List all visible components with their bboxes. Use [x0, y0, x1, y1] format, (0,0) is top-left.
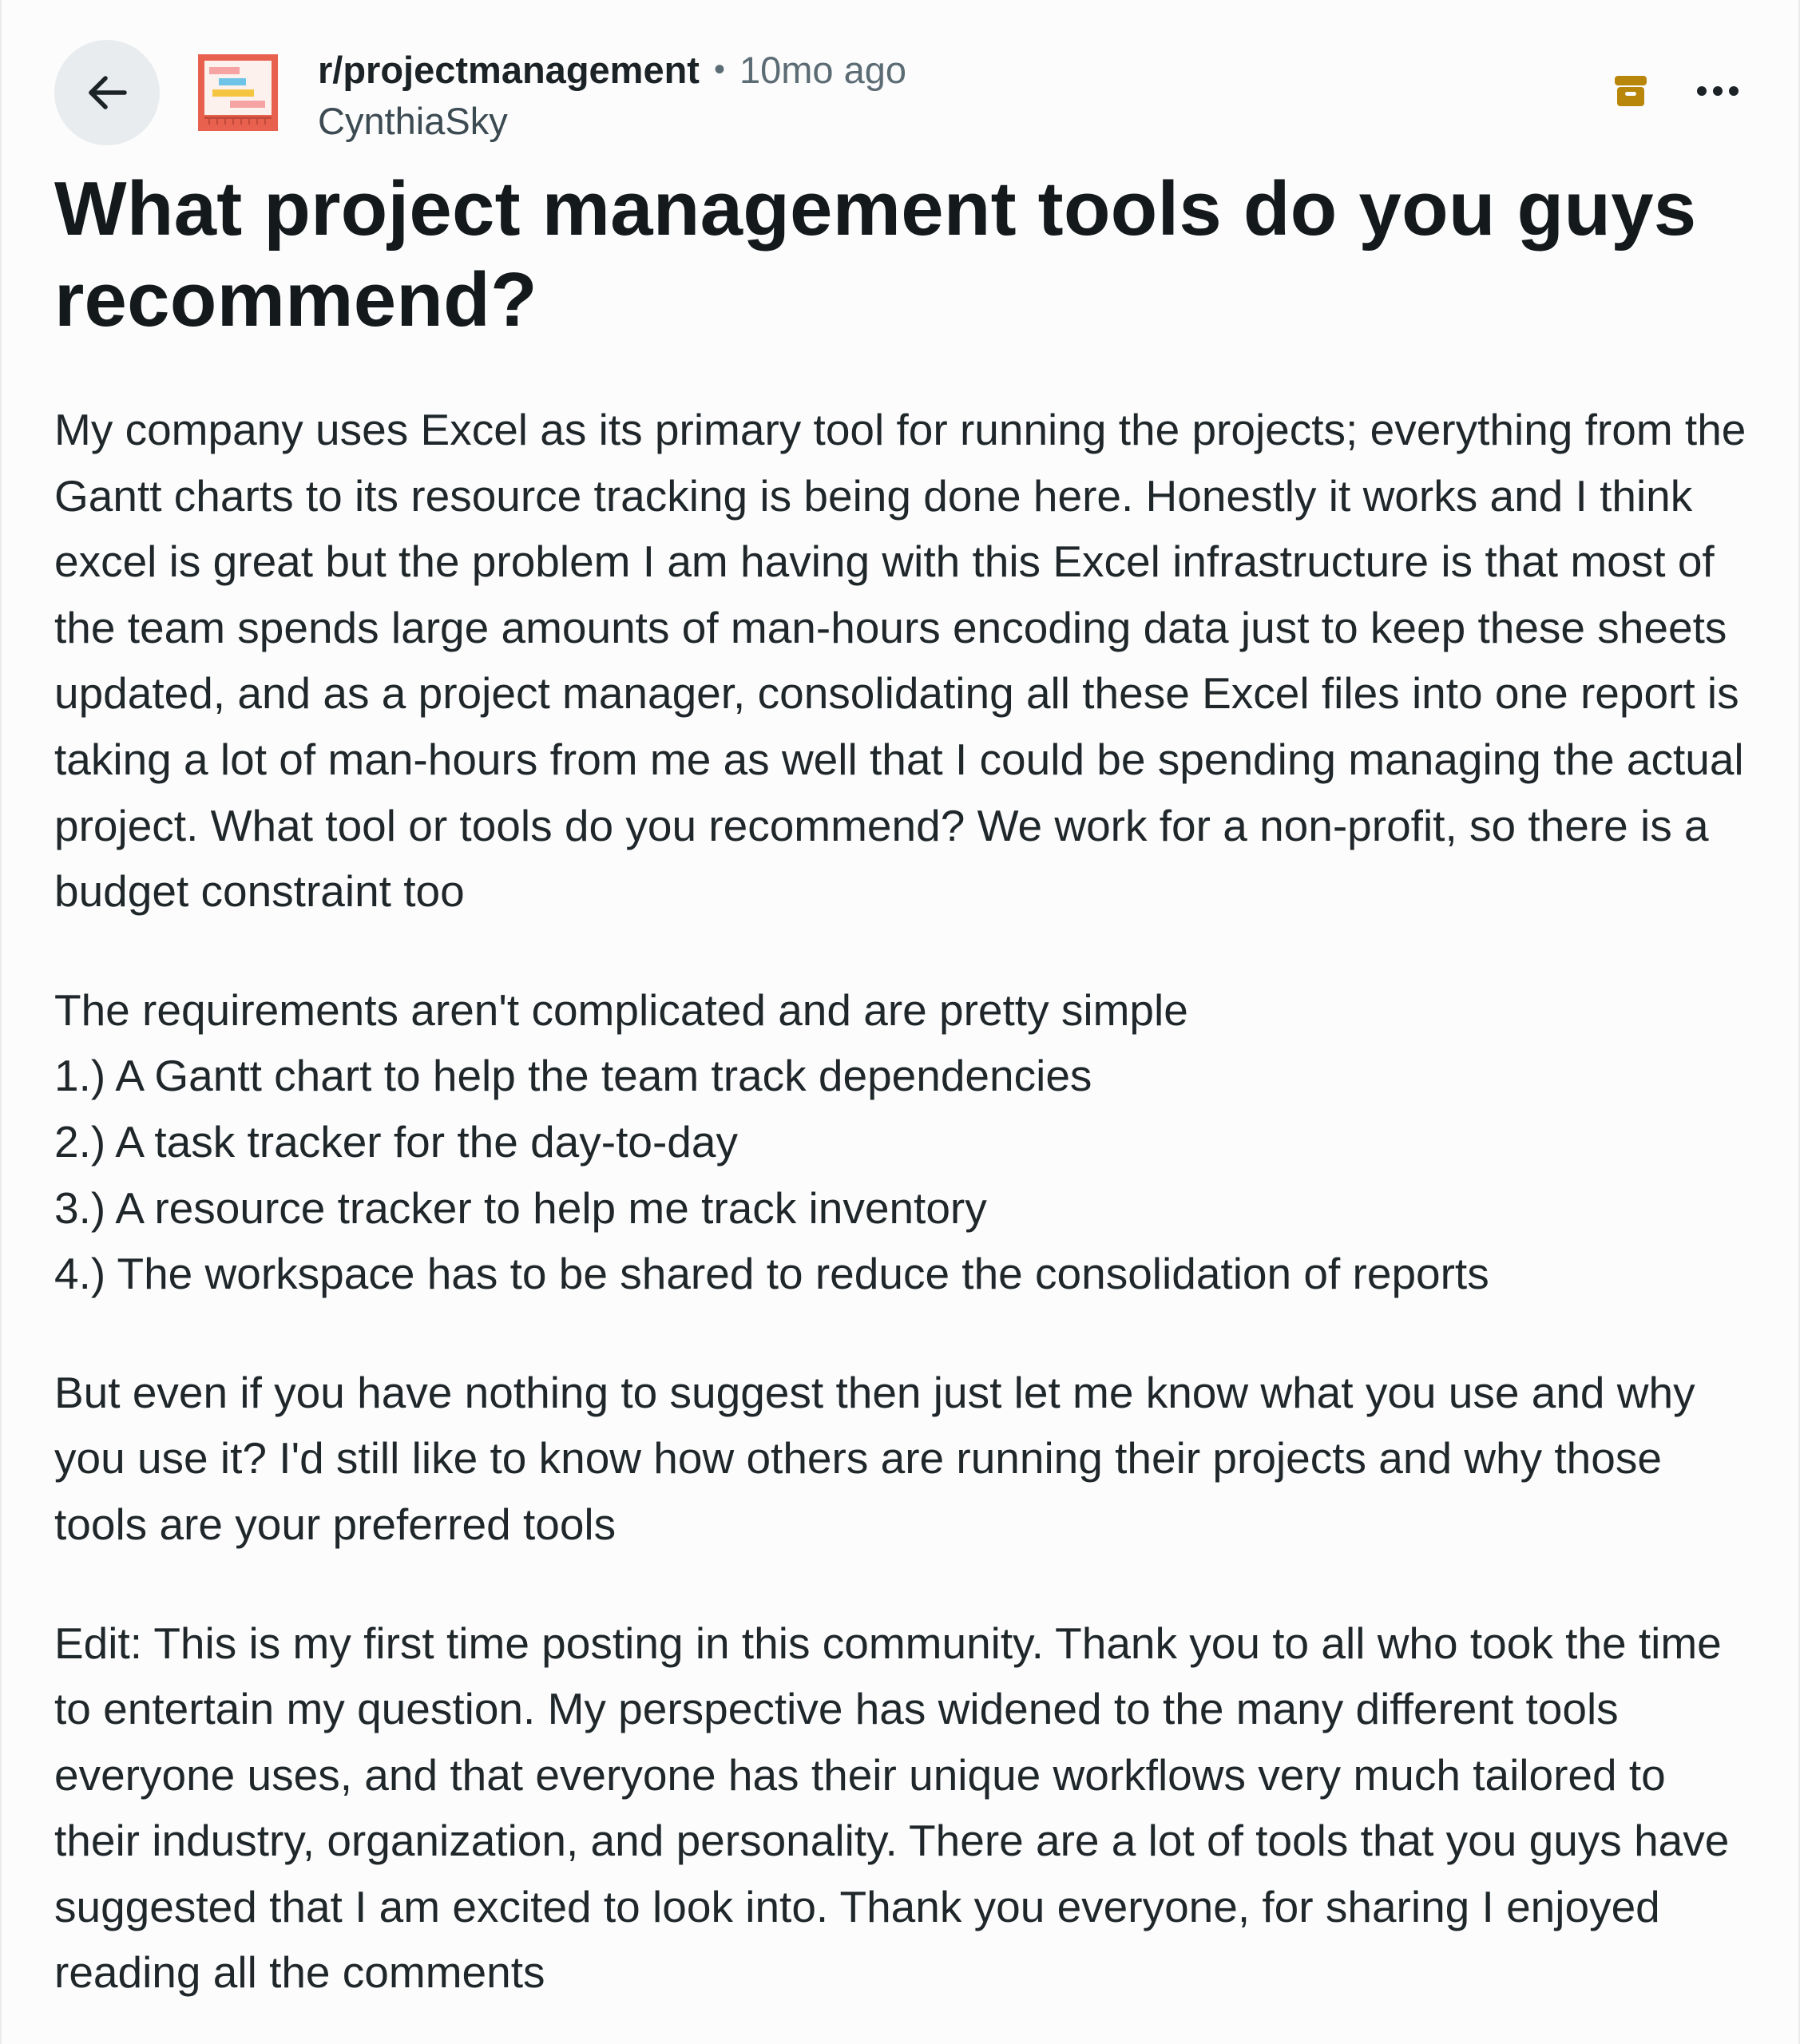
post-header — [2, 0, 1798, 152]
requirements-intro: The requirements aren't complicated and are pretty simple — [54, 984, 1188, 1035]
separator-dot: • — [713, 52, 725, 87]
post-paragraph: My company uses Excel as its primary tool for running the projects; everything from the Gantt charts to its resource tracking is being done here. Honestly it works and I think excel is great but the problem I am having with this Excel infrastructure is that most of the team spends large amounts of man-hours encoding data just to keep these sheets updated, and as a project manager, consolidating all these Excel files into one report is taking a lot of man-hours from me as well that I could be spending managing the actual project. What tool or tools do you recommend? We work for a non-profit, so there is a budget constraint too — [54, 405, 1746, 917]
requirement-item: 1.) A Gantt chart to help the team track dependencies — [54, 1051, 1092, 1101]
post-body — [54, 397, 1763, 2006]
more-horizontal-icon — [1695, 85, 1740, 97]
paragraph-gap — [54, 925, 1763, 977]
author-link[interactable]: CynthiaSky — [318, 100, 508, 142]
gantt-chart-icon — [198, 54, 278, 131]
post-title: What project management tools do you guys recommend? — [54, 166, 1697, 343]
paragraph-gap — [54, 1558, 1763, 1610]
more-options-button[interactable] — [1690, 67, 1746, 115]
subreddit-link[interactable]: r/projectmanagement — [318, 48, 700, 91]
post-paragraph: But even if you have nothing to suggest then just let me know what you use and why you use it? I'd still like to know how others are running their projects and why those tools are your preferred tools — [54, 1367, 1695, 1549]
archived-indicator — [1607, 67, 1655, 115]
paragraph-gap — [54, 1307, 1763, 1360]
archive-icon — [1613, 73, 1648, 109]
requirement-item: 2.) A task tracker for the day-to-day — [54, 1116, 738, 1167]
back-button[interactable] — [54, 40, 160, 145]
requirement-item: 4.) The workspace has to be shared to reduce the consolidation of reports — [54, 1249, 1489, 1299]
subreddit-avatar[interactable] — [198, 54, 278, 131]
post-timestamp: 10mo ago — [739, 48, 907, 91]
meta-line — [318, 46, 906, 93]
post-meta — [318, 46, 906, 140]
requirement-item: 3.) A resource tracker to help me track inventory — [54, 1182, 987, 1233]
edit-note: Edit: This is my first time posting in this community. Thank you to all who took the time to entertain my question. My perspective has widened to the many different tools everyone uses, and that everyone has their unique workflows very much tailored to their industry, organization, and personality. There are a lot of tools that you guys have suggested that I am excited to look into. Thank you everyone, for sharing I enjoyed reading all the comments — [54, 1618, 1730, 1998]
arrow-left-icon — [83, 69, 131, 117]
